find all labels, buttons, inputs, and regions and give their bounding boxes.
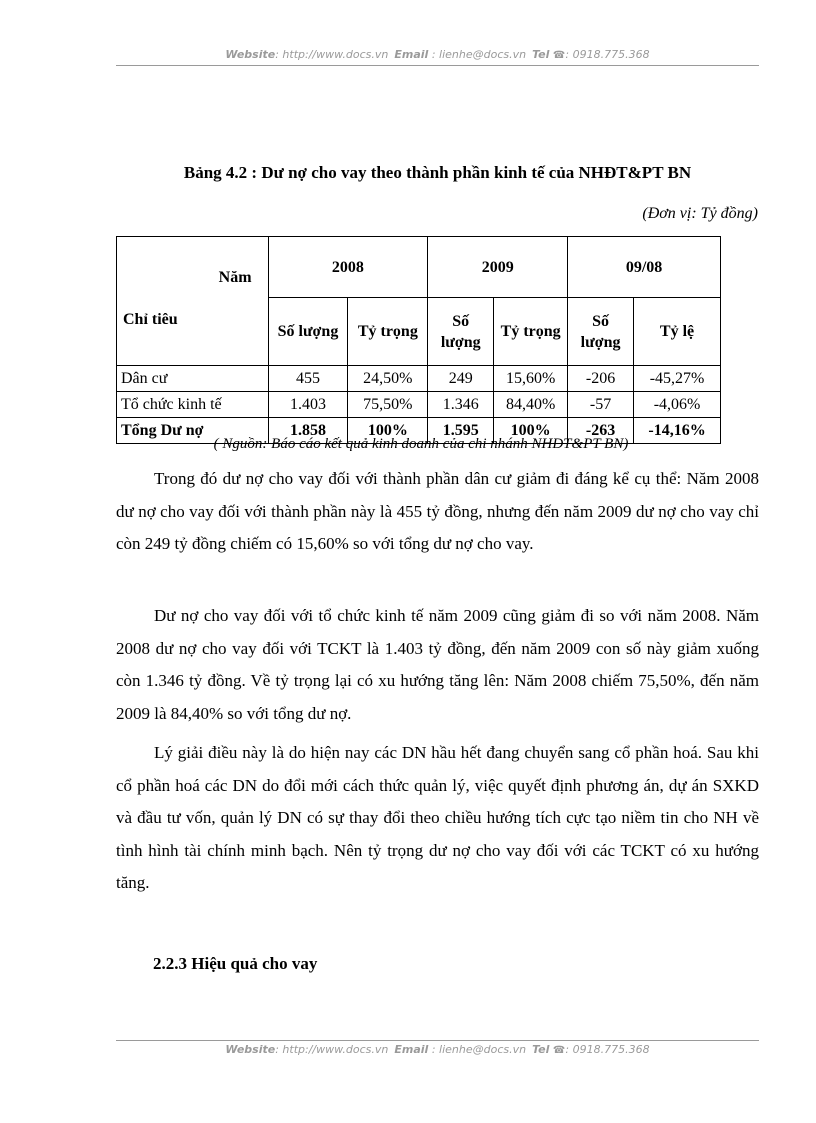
- tel-value: : 0918.775.368: [565, 48, 650, 61]
- table-cell: 75,50%: [348, 392, 428, 418]
- table-cell: -45,27%: [634, 366, 721, 392]
- table-cell: 100%: [348, 418, 428, 444]
- table-title: Bảng 4.2 : Dư nợ cho vay theo thành phần kinh tế của NHĐT&PT BN: [183, 163, 692, 182]
- page-footer: [116, 1040, 759, 1056]
- year-header: 09/08: [568, 237, 721, 298]
- table-cell: 15,60%: [494, 366, 568, 392]
- table-cell: -206: [568, 366, 634, 392]
- phone-icon: ☎: [552, 1045, 566, 1056]
- indicator-header-label: Chỉ tiêu: [123, 311, 178, 328]
- table-cell: -263: [568, 418, 634, 444]
- body-paragraph: Trong đó dư nợ cho vay đối với thành phần dân cư giảm đi đáng kể cụ thể: Năm 2008 dư nợ cho vay đối với thành phần này là 455 tỷ đồng, nhưng đến năm 2009 dư nợ cho vay chỉ còn 249 tỷ đồng chiếm có 15,60% so với tổng dư nợ cho vay.: [116, 469, 759, 553]
- table-cell: 84,40%: [494, 392, 568, 418]
- email-label: Email: [394, 48, 429, 61]
- website-label: Website: [225, 48, 276, 61]
- column-subheader: Số lượng: [568, 298, 634, 366]
- body-paragraph: Lý giải điều này là do hiện nay các DN hầu hết đang chuyển sang cổ phần hoá. Sau khi cổ phần hoá các DN do đổi mới cách thức quản lý, việc quyết định phương án, dự án SXKD và đầu tư vốn, quản lý DN có sự thay đổi theo chiều hướng tích cực tạo niềm tin cho NH về tình hình tài chính minh bạch. Nên tỷ trọng dư nợ cho vay đối với các TCKT có xu hướng tăng.: [116, 743, 759, 892]
- table-cell: 24,50%: [348, 366, 428, 392]
- row-label: Tổ chức kinh tế: [117, 392, 269, 418]
- table-cell: 1.595: [428, 418, 494, 444]
- column-subheader: Số lượng: [268, 298, 348, 366]
- phone-icon: ☎: [552, 50, 566, 61]
- website-url[interactable]: : http://www.docs.vn: [275, 48, 389, 61]
- tel-label: Tel: [532, 1043, 550, 1056]
- table-row: [117, 366, 721, 392]
- table-cell: -14,16%: [634, 418, 721, 444]
- table-cell: 1.403: [268, 392, 348, 418]
- row-label: Dân cư: [117, 366, 269, 392]
- tel-value: : 0918.775.368: [565, 1043, 650, 1056]
- page-header: [116, 48, 759, 66]
- table-corner-header: [117, 237, 269, 366]
- website-label: Website: [225, 1043, 276, 1056]
- row-label: Tổng Dư nợ: [117, 418, 269, 444]
- column-subheader: Tỷ lệ: [634, 298, 721, 366]
- table-cell: 455: [268, 366, 348, 392]
- unit-note: (Đơn vị: Tỷ đồng): [642, 205, 758, 222]
- website-url[interactable]: : http://www.docs.vn: [275, 1043, 389, 1056]
- year-header: 2008: [268, 237, 428, 298]
- year-header-label: Năm: [218, 269, 252, 286]
- table-row: [117, 392, 721, 418]
- email-value[interactable]: : lienhe@docs.vn: [431, 48, 527, 61]
- section-heading: 2.2.3 Hiệu quả cho vay: [153, 954, 318, 973]
- table-cell: 100%: [494, 418, 568, 444]
- column-subheader: Số lượng: [428, 298, 494, 366]
- loan-table: [116, 236, 721, 444]
- email-label: Email: [394, 1043, 429, 1056]
- source-note: ( Nguồn: Báo cáo kết quả kinh doanh của chi nhánh NHĐT&PT BN): [213, 436, 629, 452]
- table-cell: -4,06%: [634, 392, 721, 418]
- tel-label: Tel: [532, 48, 550, 61]
- table-cell: 249: [428, 366, 494, 392]
- email-value[interactable]: : lienhe@docs.vn: [431, 1043, 527, 1056]
- table-cell: 1.858: [268, 418, 348, 444]
- year-header: 2009: [428, 237, 568, 298]
- column-subheader: Tỷ trọng: [348, 298, 428, 366]
- table-cell: -57: [568, 392, 634, 418]
- column-subheader: Tỷ trọng: [494, 298, 568, 366]
- body-paragraph: Dư nợ cho vay đối với tổ chức kinh tế năm 2009 cũng giảm đi so với năm 2008. Năm 2008 dư nợ cho vay đối với TCKT là 1.403 tỷ đồng, đến năm 2009 con số này giảm xuống còn 1.346 tỷ đồng. Về tỷ trọng lại có xu hướng tăng lên: Năm 2008 chiếm 75,50%, đến năm 2009 là 84,40% so với tổng dư nợ.: [116, 606, 759, 723]
- table-cell: 1.346: [428, 392, 494, 418]
